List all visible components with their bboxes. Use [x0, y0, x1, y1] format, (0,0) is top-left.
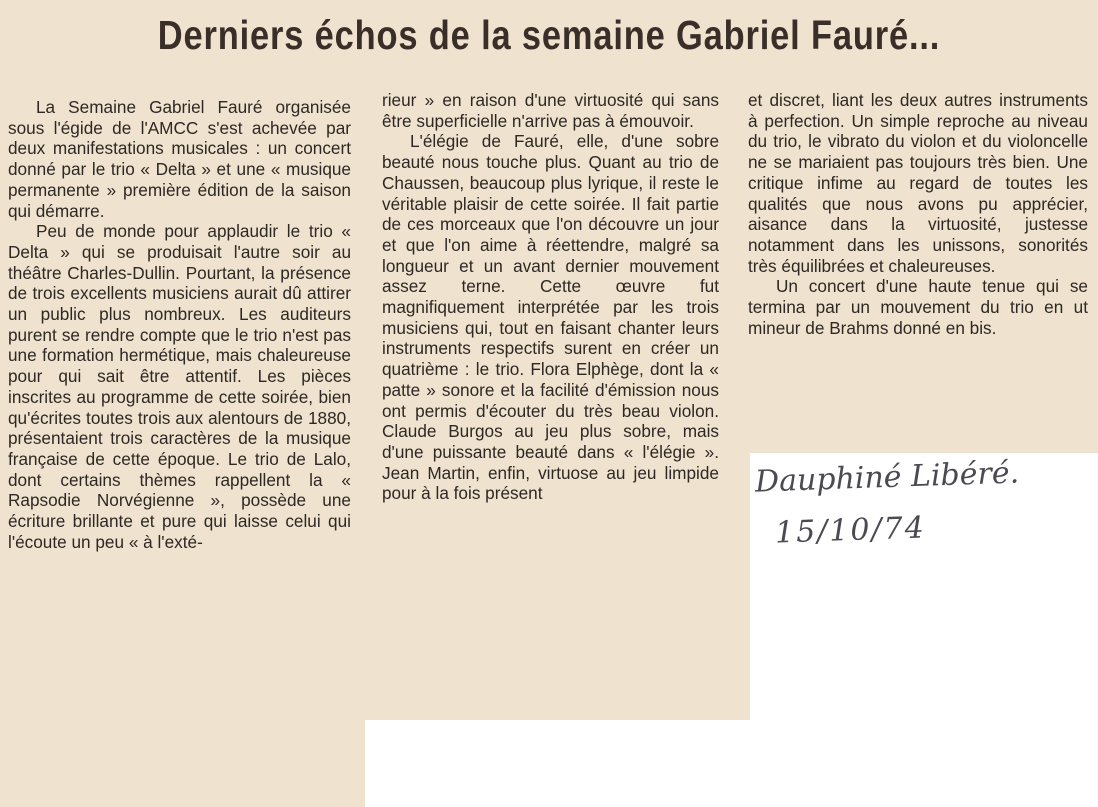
paragraph: La Semaine Gabriel Fauré organisée sous l'égide de l'AMCC s'est achevée par deux manifestations musicales : un concert donné par le trio « Delta » et une « musique permanente » première édition de la saison qui démarre. [8, 97, 351, 221]
handwritten-date-note: 15/10/74 [774, 510, 927, 551]
paragraph: Un concert d'une haute tenue qui se termina par un mouvement du trio en ut mineur de Brahms donné en bis. [748, 276, 1088, 338]
paragraph: Peu de monde pour applaudir le trio « Delta » qui se produisait l'autre soir au théâtre Charles-Dullin. Pourtant, la présence de trois excellents musiciens aurait dû attirer un public plus nombreux. Les auditeurs purent se rendre compte que le trio n'est pas une formation hermétique, mais chaleureuse pour qui sait être attentif. Les pièces inscrites au programme de cette soirée, bien qu'écrites toutes trois aux alentours de 1880, présentaient trois caractères de la musique française de cette époque. Le trio de Lalo, dont certains thèmes rappellent la « Rapsodie Norvégienne », possède une écriture brillante et pure qui laisse celui qui l'écoute un peu « à l'exté- [8, 221, 351, 552]
paragraph: L'élégie de Fauré, elle, d'une sobre beauté nous touche plus. Quant au trio de Chaussen, beaucoup plus lyrique, il reste le véritable plaisir de cette soirée. Il fait partie de ces morceaux que l'on découvre un jour et que l'on aime à réettendre, malgré sa longueur et un avant dernier mouvement assez terne. Cette œuvre fut magnifiquement interprétée par les trois musiciens qui, tout en faisant chanter leurs instruments respectifs surent en créer un quatrième : le trio. Flora Elphège, dont la « patte » sonore et la facilité d'émission nous ont permis d'écouter du très beau violon. Claude Burgos au jeu plus sobre, mais d'une puissante beauté dans « l'élégie ». Jean Martin, enfin, virtuose au jeu limpide pour à la fois présent [382, 131, 719, 504]
article-title: Derniers échos de la semaine Gabriel Fauré... [157, 11, 941, 58]
article-column-1 [8, 97, 351, 552]
article-column-2 [382, 90, 719, 504]
handwritten-source-note: Dauphiné Libéré. [754, 455, 1020, 500]
paragraph: rieur » en raison d'une virtuosité qui sans être superficielle n'arrive pas à émouvoir. [382, 90, 719, 131]
article-column-3 [748, 90, 1088, 338]
paragraph: et discret, liant les deux autres instruments à perfection. Un simple reproche au niveau du trio, le vibrato du violon et du violoncelle ne se mariaient pas toujours très bien. Une critique infime au regard de toutes les qualités que nous avons pu apprécier, aisance dans la virtuosité, justesse notamment dans les unissons, sonorités très équilibrées et chaleureuses. [748, 90, 1088, 276]
